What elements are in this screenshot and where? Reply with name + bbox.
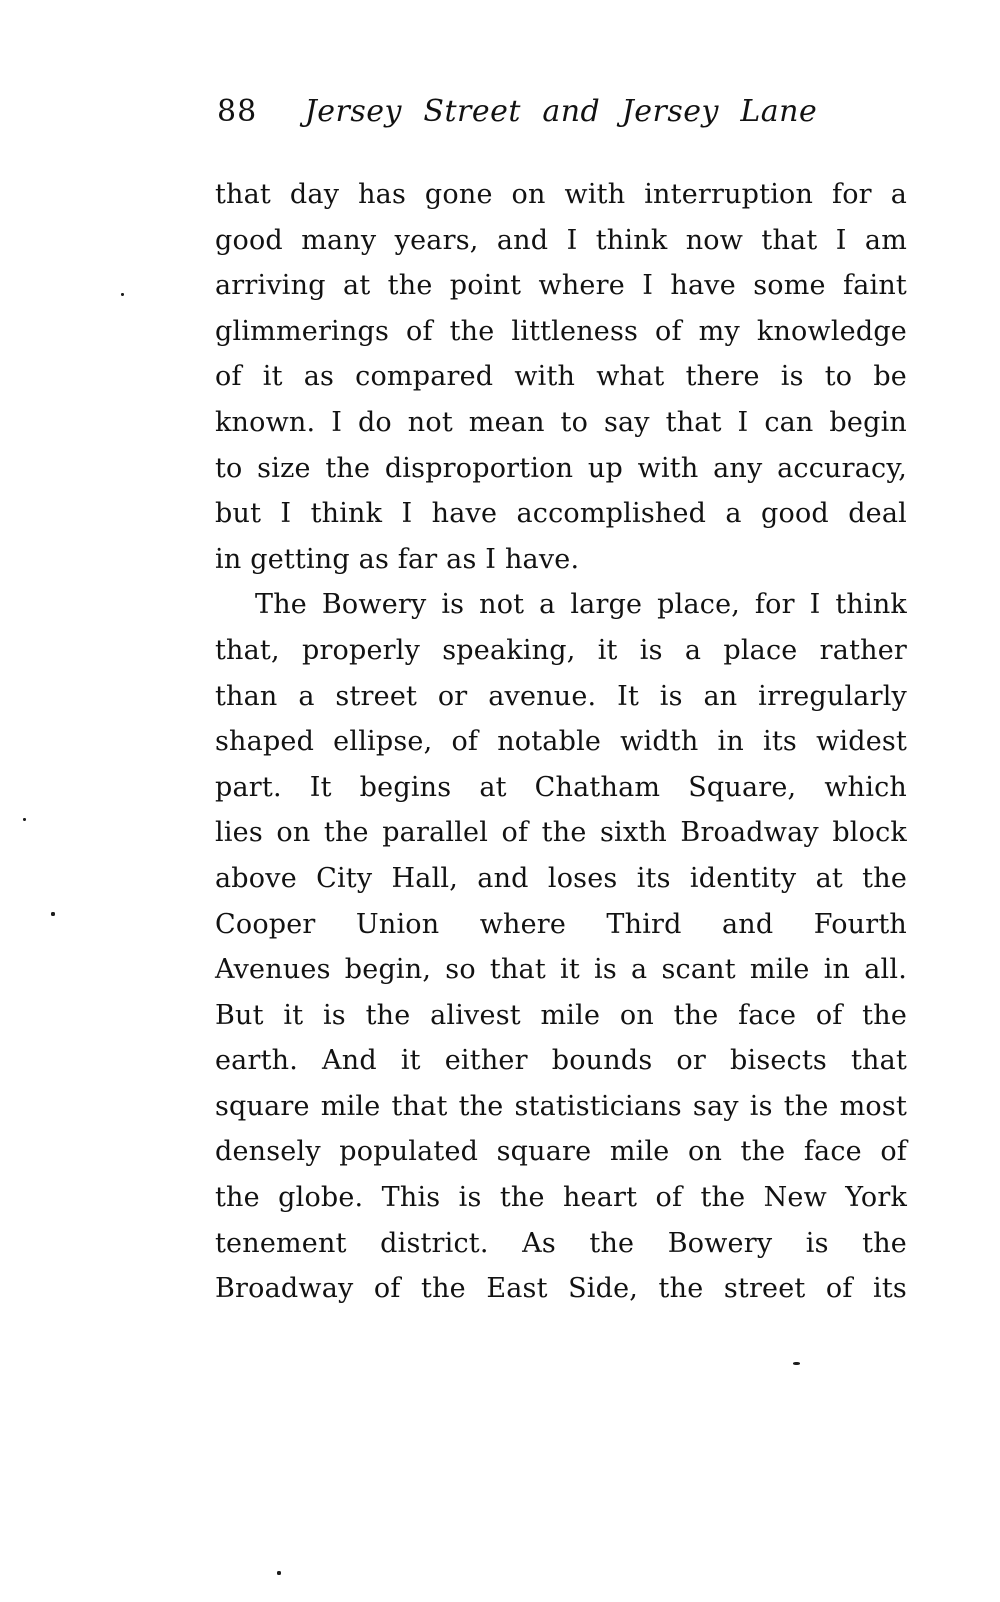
text-line: earth. And it either bounds or bisects that xyxy=(215,1045,907,1077)
text-line: that day has gone on with interruption for a xyxy=(215,179,907,210)
scan-speck xyxy=(23,818,26,821)
text-line: Cooper Union where Third and Fourth xyxy=(215,908,907,940)
page-body xyxy=(215,172,907,1312)
text-line: Avenues begin, so that it is a scant mile in all. xyxy=(215,954,907,986)
text-line: but I think I have accomplished a good deal xyxy=(215,498,907,530)
text-line: good many years, and I think now that I am xyxy=(215,224,907,256)
text-line: than a street or avenue. It is an irregularly xyxy=(215,680,907,712)
text-line: to size the disproportion up with any accuracy, xyxy=(215,452,907,484)
scan-speck xyxy=(51,912,55,916)
text-line: But it is the alivest mile on the face of the xyxy=(215,999,907,1031)
scan-speck xyxy=(793,1362,800,1365)
page-number: 88 xyxy=(217,94,258,129)
text-line: the globe. This is the heart of the New York xyxy=(215,1182,907,1214)
text-line: in getting as far as I have. xyxy=(215,543,580,575)
text-line: that, properly speaking, it is a place rather xyxy=(215,634,907,666)
text-line: lies on the parallel of the sixth Broadway block xyxy=(215,817,907,849)
text-line: The Bowery is not a large place, for I think xyxy=(255,589,907,621)
text-line: above City Hall, and loses its identity at the xyxy=(215,862,907,894)
text-line: Broadway of the East Side, the street of its xyxy=(215,1273,907,1305)
text-line: square mile that the statisticians say is the most xyxy=(215,1090,907,1122)
text-line: part. It begins at Chatham Square, which xyxy=(215,771,907,803)
scan-speck xyxy=(277,1571,281,1575)
text-block xyxy=(215,93,907,1312)
text-line: densely populated square mile on the face of xyxy=(215,1136,907,1168)
text-line: known. I do not mean to say that I can begin xyxy=(215,406,907,438)
text-line: glimmerings of the littleness of my knowledge xyxy=(215,315,907,347)
text-line: arriving at the point where I have some faint xyxy=(215,270,907,302)
text-line: shaped ellipse, of notable width in its widest xyxy=(215,726,907,758)
text-line: tenement district. As the Bowery is the xyxy=(215,1227,907,1259)
text-line: of it as compared with what there is to be xyxy=(215,361,907,393)
scan-speck xyxy=(121,293,124,296)
running-header xyxy=(215,93,907,131)
running-title: Jersey Street and Jersey Lane xyxy=(304,94,818,129)
